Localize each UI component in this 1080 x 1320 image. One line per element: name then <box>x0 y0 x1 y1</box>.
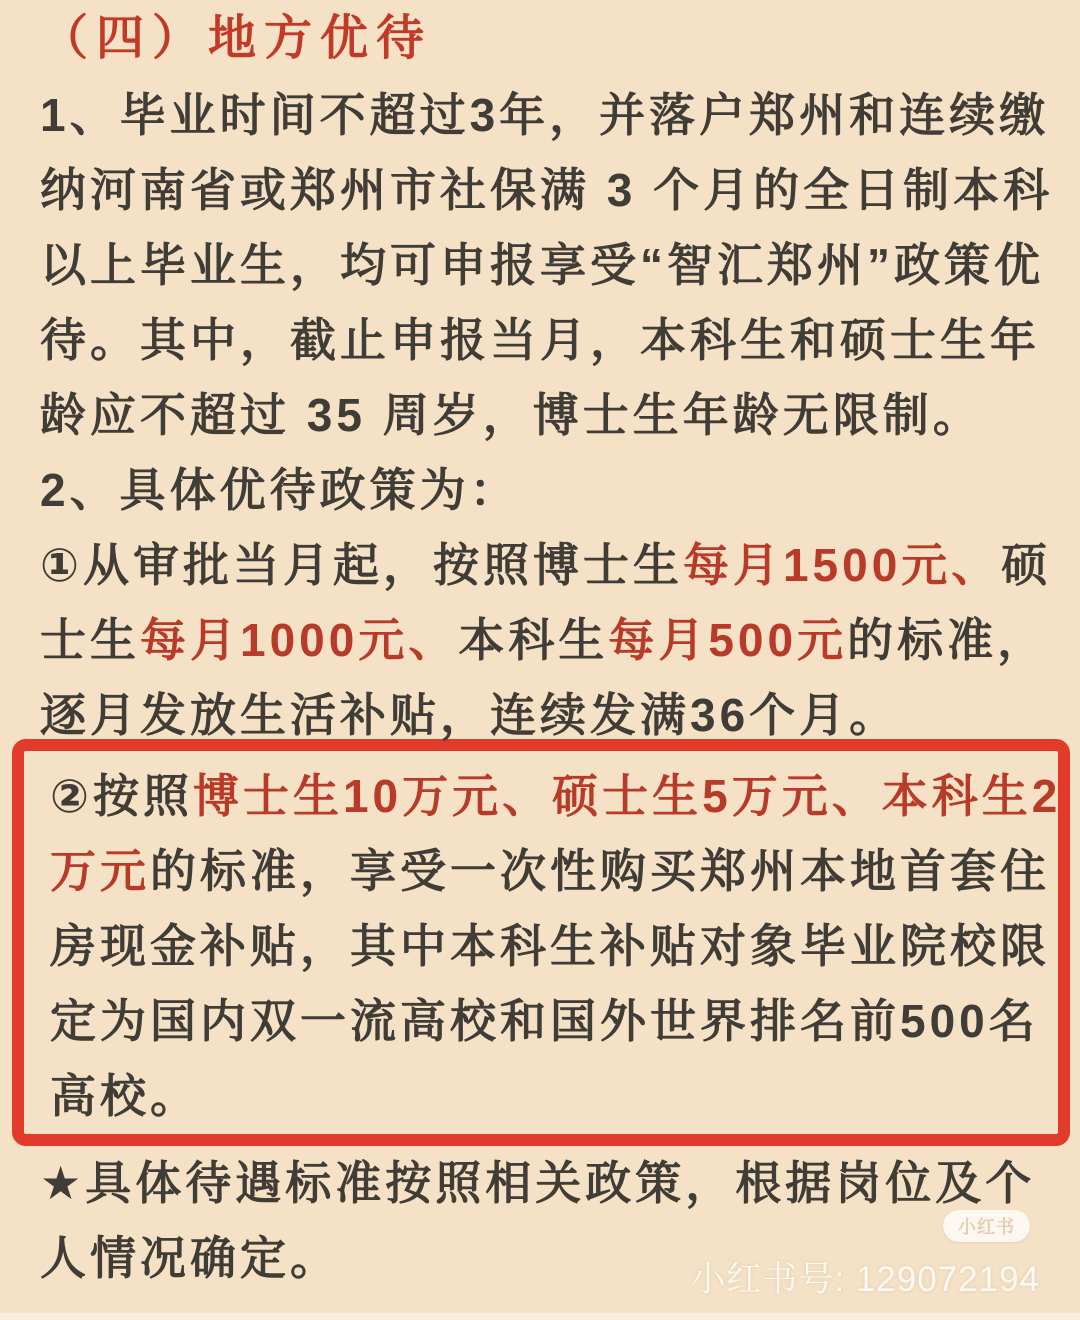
text-line <box>40 678 1044 753</box>
text-segment: 1、毕业时间不超过3年，并落户郑州和连续缴 <box>40 89 1050 141</box>
text-segment: 本科生 <box>458 614 609 666</box>
text-line <box>40 153 1054 228</box>
text-segment: 逐月发放生活补贴，连续发满36个月。 <box>40 689 900 741</box>
text-segment: 人情况确定。 <box>40 1232 340 1284</box>
highlighted-text-segment: 每月500元 <box>608 614 848 666</box>
text-line <box>40 303 1044 378</box>
text-segment: 高校。 <box>50 1070 200 1122</box>
text-segment: 待。其中，截止申报当月，本科生和硕士生年 <box>40 314 1040 366</box>
text-line <box>40 228 1044 303</box>
text-segment: 纳河南省或郑州市社保满 3 个月的全日制本科 <box>40 164 1054 216</box>
highlighted-text-segment: 万元 <box>50 845 150 897</box>
bottom-strip-divider <box>0 1313 1080 1320</box>
highlight-box <box>12 739 1070 1146</box>
text-segment: 房现金补贴，其中本科生补贴对象毕业院校限 <box>50 920 1050 972</box>
text-segment: 定为国内双一流高校和国外世界排名前500名 <box>50 995 1039 1047</box>
text-segment: ①从审批当月起，按照博士生 <box>40 539 683 591</box>
text-segment: 士生 <box>40 614 140 666</box>
text-line <box>40 378 1044 453</box>
text-segment: 2、具体优待政策为： <box>40 464 520 516</box>
text-line <box>40 78 1050 153</box>
text-segment: ★具体待遇标准按照相关政策，根据岗位及个 <box>40 1157 1036 1209</box>
text-line <box>50 759 1062 834</box>
text-segment: ②按照 <box>50 770 193 822</box>
text-line <box>50 1059 1046 1134</box>
text-line <box>40 1146 1044 1221</box>
text-line <box>40 603 1048 678</box>
intro-paragraphs <box>40 78 1054 753</box>
text-line <box>40 528 1052 603</box>
text-line <box>50 834 1050 909</box>
highlighted-text-segment: 每月1000元、 <box>140 614 459 666</box>
text-line <box>40 453 1044 528</box>
section-title: （四）地方优待 <box>40 12 433 65</box>
text-segment: 龄应不超过 35 周岁，博士生年龄无限制。 <box>40 389 983 441</box>
text-line <box>50 984 1046 1059</box>
text-segment: 的标准， <box>847 614 1048 666</box>
text-segment: 的标准，享受一次性购买郑州本地首套住 <box>150 845 1050 897</box>
text-segment: 硕 <box>1001 539 1052 591</box>
xiaohongshu-badge: 小红书 <box>943 1210 1030 1242</box>
highlighted-text-segment: 博士生10万元、硕士生5万元、本科生2 <box>192 770 1062 822</box>
text-line <box>50 909 1050 984</box>
xiaohongshu-account-id: 小红书号: 129072194 <box>690 1260 1040 1299</box>
text-segment: 以上毕业生，均可申报享受“智汇郑州”政策优 <box>40 239 1044 291</box>
highlighted-text-segment: 每月1500元、 <box>682 539 1002 591</box>
